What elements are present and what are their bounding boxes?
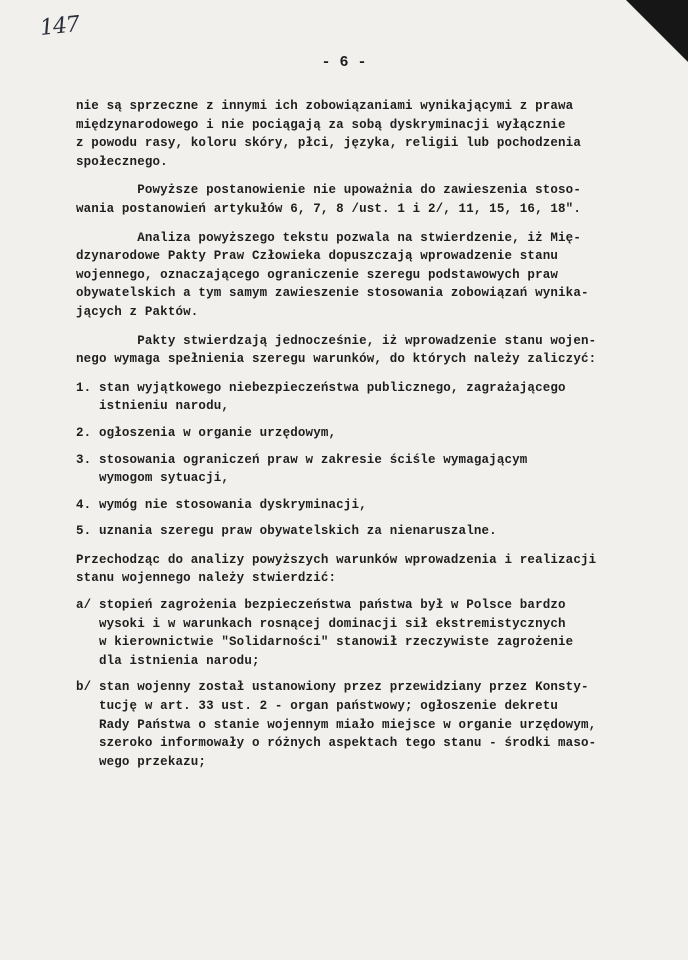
document-body [76, 97, 636, 771]
paragraph-gap [76, 322, 636, 332]
paragraph-gap [76, 171, 636, 181]
text-line: 5. uznania szeregu praw obywatelskich za nienaruszalne. [76, 524, 497, 539]
paragraph [76, 678, 636, 771]
text-line: międzynarodowego i nie pociągają za sobą dyskryminacji wyłącznie [76, 117, 566, 132]
paragraph [76, 451, 636, 488]
text-line: obywatelskich a tym samym zawieszenie stosowania zobowiązań wynika- [76, 286, 589, 301]
text-line: nie są sprzeczne z innymi ich zobowiązaniami wynikającymi z prawa [76, 99, 574, 113]
paragraph-gap [76, 443, 636, 451]
paragraph [76, 551, 636, 588]
text-line: 1. stan wyjątkowego niebezpieczeństwa publicznego, zagrażającego [76, 380, 566, 395]
text-line: istnieniu narodu, [76, 399, 230, 414]
paragraph-gap [76, 369, 636, 379]
text-line: wania postanowień artykułów 6, 7, 8 /ust. 1 i 2/, 11, 15, 16, 18". [76, 201, 581, 216]
text-line: dla istnienia narodu; [76, 653, 260, 668]
text-line: w kierownictwie "Solidarności" stanowił rzeczywiste zagrożenie [76, 635, 574, 650]
text-line: wymogom sytuacji, [76, 471, 230, 486]
text-line: 3. stosowania ograniczeń praw w zakresie ściśle wymagającym [76, 452, 528, 467]
text-line: dzynarodowe Pakty Praw Człowieka dopuszczają wprowadzenie stanu [76, 249, 559, 264]
paragraph-gap [76, 219, 636, 229]
paragraph [76, 596, 636, 670]
paragraph-gap [76, 514, 636, 522]
text-line: Analiza powyższego tekstu pozwala na stwierdzenie, iż Mię- [76, 230, 581, 245]
paragraph [76, 379, 636, 416]
text-line: tucję w art. 33 ust. 2 - organ państwowy; ogłoszenie dekretu [76, 699, 559, 714]
paragraph-gap [76, 588, 636, 596]
paragraph-gap [76, 416, 636, 424]
page-number: - 6 - [321, 54, 367, 71]
paragraph-gap [76, 670, 636, 678]
text-line: 2. ogłoszenia w organie urzędowym, [76, 425, 337, 440]
paragraph [76, 424, 636, 443]
text-line: szeroko informowały o różnych aspektach tego stanu - środki maso- [76, 736, 597, 751]
text-line: 4. wymóg nie stosowania dyskryminacji, [76, 497, 367, 512]
text-line: nego wymaga spełnienia szeregu warunków, do których należy zaliczyć: [76, 352, 597, 367]
text-line: Przechodząc do analizy powyższych warunków wprowadzenia i realizacji [76, 552, 597, 567]
paragraph [76, 181, 636, 218]
paragraph [76, 97, 636, 171]
text-line: Powyższe postanowienie nie upoważnia do zawieszenia stoso- [76, 183, 581, 198]
folded-corner [626, 0, 688, 62]
paragraph [76, 332, 636, 369]
text-line: z powodu rasy, koloru skóry, płci, języka, religii lub pochodzenia [76, 136, 581, 151]
text-line: społecznego. [76, 154, 168, 169]
text-line: jących z Paktów. [76, 304, 199, 319]
text-line: Rady Państwa o stanie wojennym miało miejsce w organie urzędowym, [76, 717, 597, 732]
text-line: wojennego, oznaczającego ograniczenie szeregu podstawowych praw [76, 267, 559, 282]
text-line: Pakty stwierdzają jednocześnie, iż wprowadzenie stanu wojen- [76, 333, 597, 348]
text-line: wego przekazu; [76, 754, 207, 769]
paragraph [76, 229, 636, 322]
paragraph-gap [76, 541, 636, 551]
text-line: a/ stopień zagrożenia bezpieczeństwa państwa był w Polsce bardzo [76, 598, 566, 613]
paragraph [76, 496, 636, 515]
text-line: wysoki i w warunkach rosnącej dominacji sił ekstremistycznych [76, 616, 566, 631]
text-line: stanu wojennego należy stwierdzić: [76, 571, 337, 586]
paragraph [76, 522, 636, 541]
text-line: b/ stan wojenny został ustanowiony przez przewidziany przez Konsty- [76, 680, 589, 695]
handwritten-page-number: 147 [38, 12, 81, 41]
paragraph-gap [76, 488, 636, 496]
